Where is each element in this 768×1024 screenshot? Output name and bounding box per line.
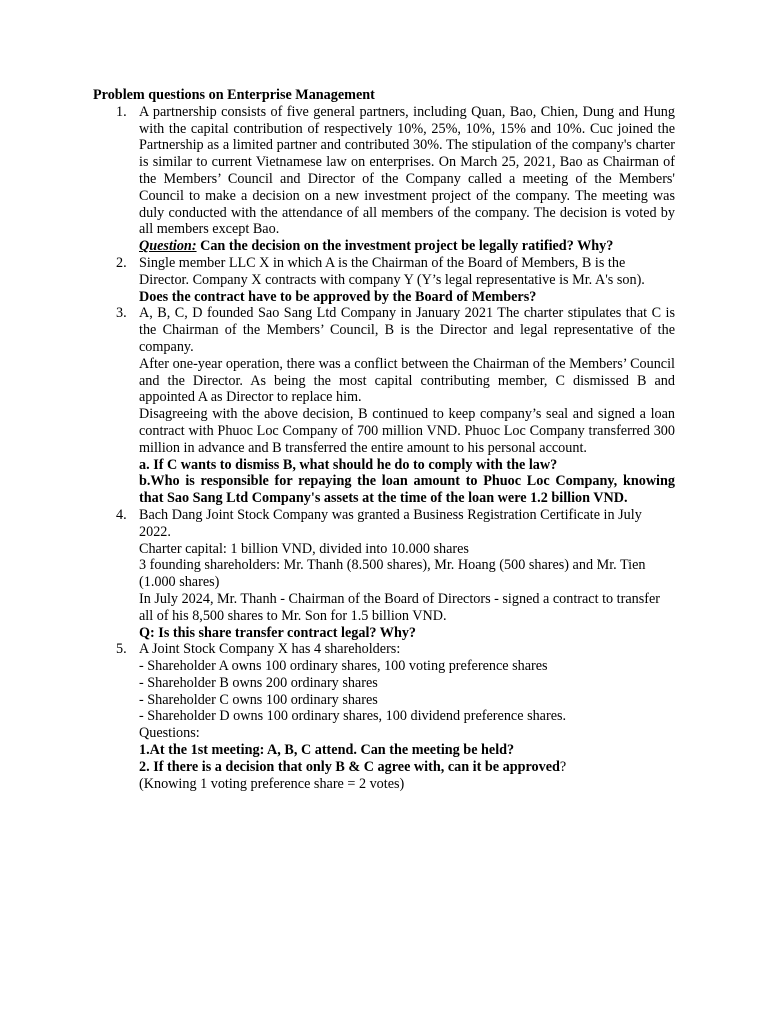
problem-item-2 — [93, 255, 675, 305]
document-title: Problem questions on Enterprise Management — [93, 87, 375, 103]
problem-3-question-b: b.Who is responsible for repaying the loan amount to Phuoc Loc Company, knowing that Sao Sang Ltd Company's assets at the time of the loan were 1.2 billion VND. — [139, 473, 675, 507]
problem-2-question: Does the contract have to be approved by the Board of Members? — [139, 288, 537, 305]
item-number: 5. — [116, 641, 127, 658]
problem-4-paragraph-4: In July 2024, Mr. Thanh - Chairman of the Board of Directors - signed a contract to transfer all of his 8,500 shares to Mr. Son for 1.5 billion VND. — [139, 590, 660, 624]
problem-5-question-2 — [139, 759, 675, 776]
question-label: Question: — [139, 238, 197, 255]
problem-list — [93, 104, 675, 793]
problem-3-paragraph-1: A, B, C, D founded Sao Sang Ltd Company in January 2021 The charter stipulates that C is the Chairman of the Members’ Council, B is the Director and legal representative of the company. — [139, 305, 675, 355]
question-2-text: 2. If there is a decision that only B & C agree with, can it be approved — [139, 758, 560, 775]
item-number: 2. — [116, 254, 127, 271]
problem-3-paragraph-3: Disagreeing with the above decision, B continued to keep company’s seal and signed a loan contract with Phuoc Loc Company of 700 million VND. Phuoc Loc Company transferred 300 million in advance and B transferred the entire amount to his personal account. — [139, 406, 675, 456]
problem-4-paragraph-3: 3 founding shareholders: Mr. Thanh (8.500 shares), Mr. Hoang (500 shares) and Mr. Tien (1.000 shares) — [139, 557, 646, 591]
problem-item-1 — [93, 104, 675, 255]
problem-3-question-a: a. If C wants to dismiss B, what should he do to comply with the law? — [139, 456, 558, 473]
shareholder-line: - Shareholder D owns 100 ordinary shares, 100 dividend preference shares. — [139, 708, 567, 725]
questions-label: Questions: — [139, 725, 200, 742]
item-number: 1. — [116, 103, 127, 120]
problem-2-text: Single member LLC X in which A is the Chairman of the Board of Members, B is the Director. Company X contracts with company Y (Y’s legal representative is Mr. A's son). — [139, 254, 645, 288]
item-number: 3. — [116, 305, 127, 322]
problem-5-note: (Knowing 1 voting preference share = 2 votes) — [139, 775, 405, 792]
item-number: 4. — [116, 506, 127, 523]
problem-1-body: A partnership consists of five general partners, including Quan, Bao, Chien, Dung and Hung with the capital contribution of respectively 10%, 25%, 10%, 15% and 10%. Cuc joined the Partnership as a limited partner and contributed 30%. The stipulation of the company's charter is similar to current Vietnamese law on enterprises. On March 25, 2021, Bao as Chairman of the Members’ Council and Director of the Company called a meeting of the Members' Council to make a decision on a new investment project of the company. The meeting was duly conducted with the attendance of all members of the company. The decision is voted by all members except Bao. — [139, 103, 675, 238]
problem-item-4 — [93, 507, 675, 641]
problem-2-body — [139, 255, 675, 305]
problem-1-question — [139, 238, 675, 255]
shareholder-line: - Shareholder C owns 100 ordinary shares — [139, 691, 378, 708]
problem-4-paragraph-1: Bach Dang Joint Stock Company was granted a Business Registration Certificate in July 2022. — [139, 506, 642, 540]
question-mark: ? — [559, 758, 567, 775]
problem-4-question: Q: Is this share transfer contract legal? Why? — [139, 624, 417, 641]
problem-3-paragraph-2: After one-year operation, there was a conflict between the Chairman of the Members’ Council and the Director. As being the most capital contributing member, C dismissed B and appointed A as Director to replace him. — [139, 355, 675, 406]
question-text: Can the decision on the investment project be legally ratified? Why? — [200, 238, 614, 255]
problem-5-intro: A Joint Stock Company X has 4 shareholders: — [139, 641, 401, 658]
shareholder-line: - Shareholder A owns 100 ordinary shares, 100 voting preference shares — [139, 658, 548, 675]
shareholder-line: - Shareholder B owns 200 ordinary shares — [139, 674, 378, 691]
problem-5-question-1: 1.At the 1st meeting: A, B, C attend. Can the meeting be held? — [139, 742, 515, 759]
problem-item-5 — [93, 641, 675, 792]
problem-item-3 — [93, 305, 675, 507]
problem-4-paragraph-2: Charter capital: 1 billion VND, divided into 10.000 shares — [139, 540, 469, 557]
document-content — [93, 87, 675, 792]
